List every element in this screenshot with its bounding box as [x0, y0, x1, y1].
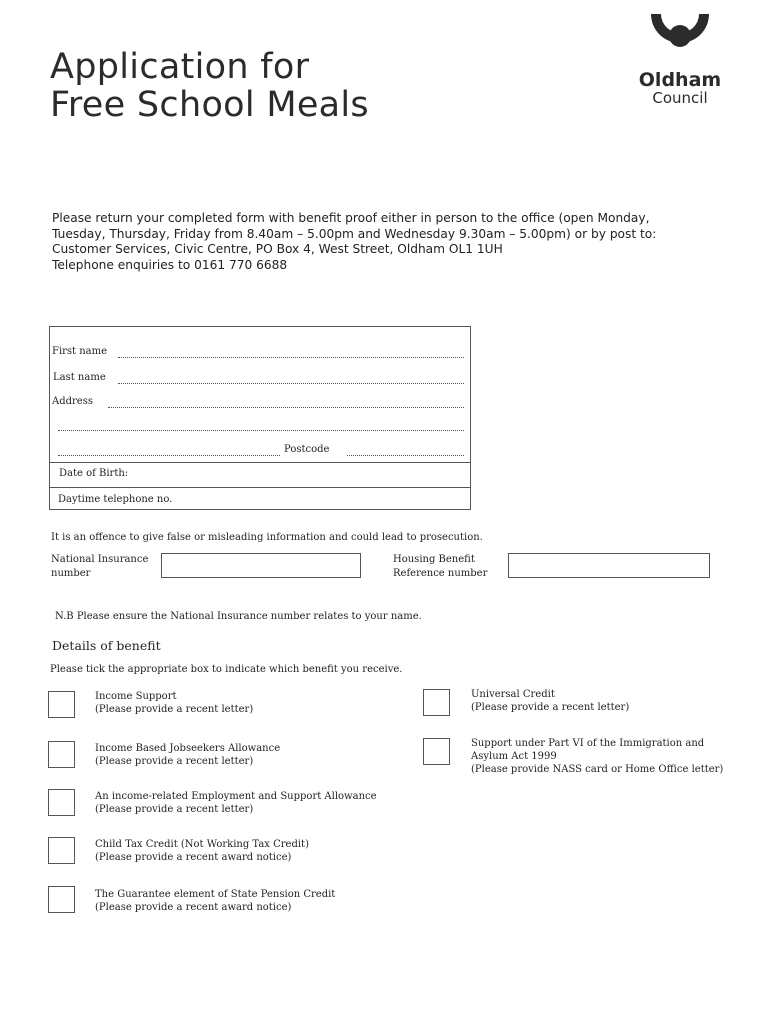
first-name-label: First name [52, 346, 108, 357]
postcode-field[interactable] [347, 455, 464, 456]
first-name-field[interactable] [118, 357, 464, 358]
immigration-support-checkbox[interactable] [423, 738, 450, 765]
title-line-1: Application for [50, 47, 310, 87]
address-line-1-field[interactable] [108, 407, 464, 408]
warning-text: It is an offence to give false or misleading information and could lead to prosecution. [51, 532, 483, 543]
logo-name: Oldham [638, 69, 722, 91]
address-line-2-field[interactable] [58, 430, 464, 431]
ni-label-line-1: National Insurance [51, 554, 149, 565]
last-name-field[interactable] [118, 383, 464, 384]
option-note: (Please provide a recent award notice) [95, 852, 292, 863]
phone-field[interactable]: Daytime telephone no. [58, 494, 173, 505]
ni-label [51, 553, 148, 581]
nb-text: N.B Please ensure the National Insurance number relates to your name. [55, 611, 422, 622]
oldham-council-logo [625, 14, 735, 114]
option-title: An income-related Employment and Support Allowance [95, 791, 377, 802]
universal-credit-checkbox[interactable] [423, 689, 450, 716]
income-support-checkbox[interactable] [48, 691, 75, 718]
address-label: Address [52, 396, 93, 407]
option-title: Asylum Act 1999 [471, 751, 557, 762]
ni-label-line-2: number [51, 568, 91, 579]
benefit-heading: Details of benefit [52, 638, 161, 653]
esa-label [95, 790, 377, 816]
jobseekers-checkbox[interactable] [48, 741, 75, 768]
intro-line-4: Telephone enquiries to 0161 770 6688 [52, 258, 288, 273]
oldham-logo-icon [645, 14, 715, 70]
personal-details-box [49, 326, 471, 510]
income-support-label [95, 690, 253, 716]
logo-sub: Council [652, 89, 708, 107]
postcode-label: Postcode [284, 444, 330, 455]
benefit-instruction: Please tick the appropriate box to indicate which benefit you receive. [50, 664, 403, 675]
intro-text [52, 211, 692, 274]
option-title: The Guarantee element of State Pension Credit [95, 889, 336, 900]
option-note: (Please provide a recent letter) [95, 804, 254, 815]
address-line-3-field[interactable] [58, 455, 280, 456]
option-title: Support under Part VI of the Immigration and [471, 738, 705, 749]
intro-line-1: Please return your completed form with benefit proof either in person to the office (open Monday, [52, 211, 650, 225]
title-line-2: Free School Meals [50, 85, 369, 125]
esa-checkbox[interactable] [48, 789, 75, 816]
universal-credit-label [471, 688, 629, 714]
jobseekers-label [95, 742, 280, 768]
option-title: Income Based Jobseekers Allowance [95, 743, 281, 754]
option-title: Child Tax Credit (Not Working Tax Credit) [95, 839, 309, 850]
divider [50, 462, 470, 463]
option-title: Income Support [95, 691, 177, 702]
hb-label [393, 553, 487, 581]
option-note: (Please provide a recent letter) [95, 756, 254, 767]
option-note: (Please provide a recent letter) [95, 704, 254, 715]
immigration-support-label [471, 737, 723, 776]
intro-line-2: Tuesday, Thursday, Friday from 8.40am – 5.00pm and Wednesday 9.30am – 5.00pm) or by post to: [52, 226, 657, 241]
pension-credit-checkbox[interactable] [48, 886, 75, 913]
pension-credit-label [95, 888, 335, 914]
dob-field[interactable]: Date of Birth: [59, 468, 129, 479]
option-note: (Please provide a recent letter) [471, 702, 630, 713]
last-name-label: Last name [53, 372, 106, 383]
ni-number-input[interactable] [161, 553, 361, 578]
option-note: (Please provide a recent award notice) [95, 902, 292, 913]
hb-reference-input[interactable] [508, 553, 710, 578]
option-title: Universal Credit [471, 689, 555, 700]
intro-line-3: Customer Services, Civic Centre, PO Box 4, West Street, Oldham OL1 1UH [52, 242, 503, 257]
page-title [50, 48, 369, 124]
hb-label-line-1: Housing Benefit [393, 554, 475, 565]
hb-label-line-2: Reference number [393, 568, 488, 579]
child-tax-credit-label [95, 838, 309, 864]
child-tax-credit-checkbox[interactable] [48, 837, 75, 864]
divider [50, 487, 470, 488]
option-note: (Please provide NASS card or Home Office letter) [471, 764, 724, 775]
